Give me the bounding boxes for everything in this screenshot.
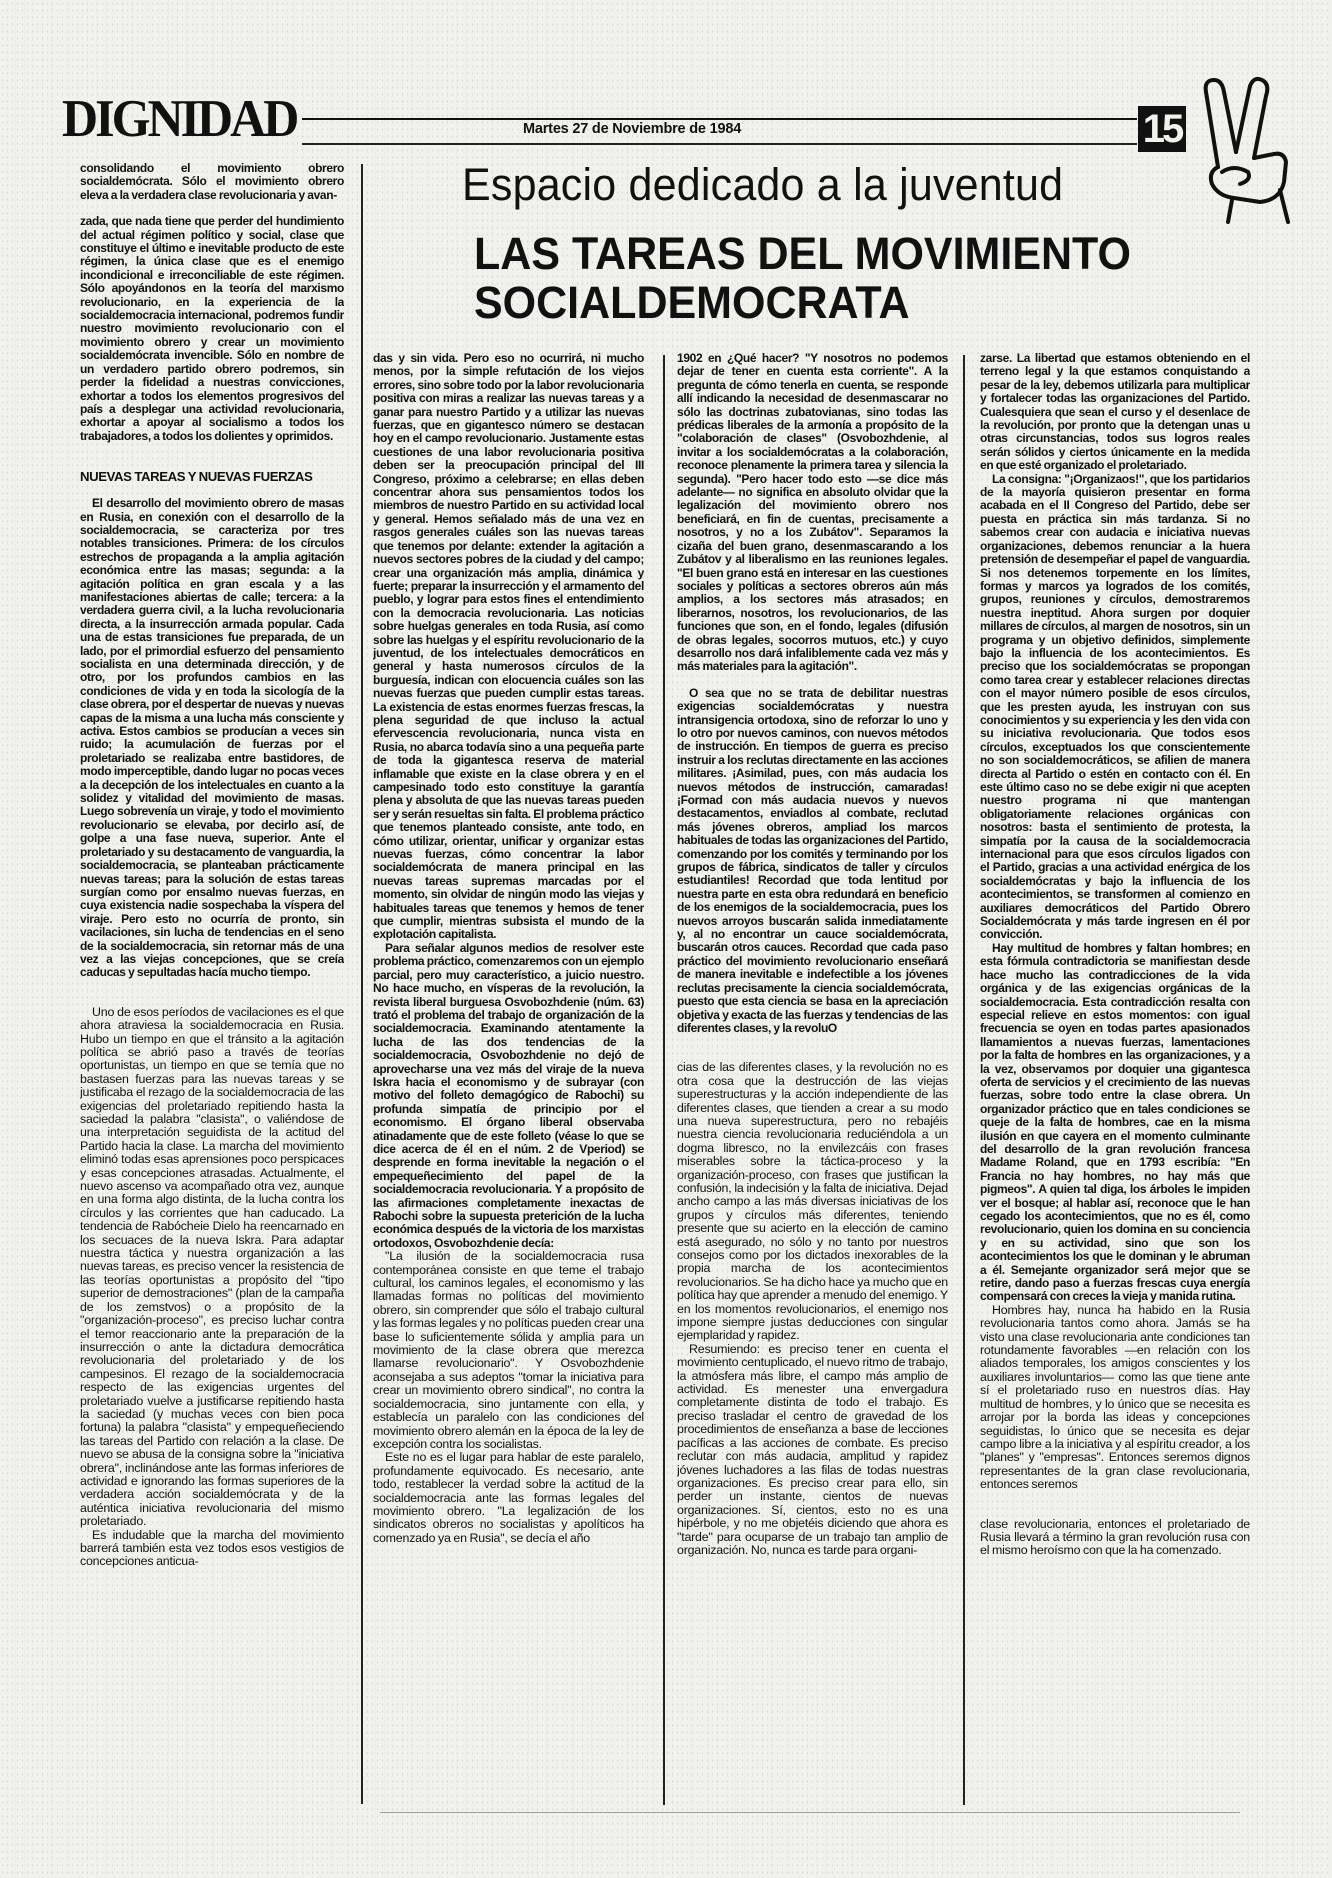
article-column-1	[80, 162, 344, 1807]
paragraph: zada, que nada tiene que perder del hundimiento del actual régimen político y social, clase que constituye el último e inevitable producto de este régimen, la única clase que es el enemigo incondicional e irreconciliable de este régimen. Sólo apoyándonos en la teoría del marxismo revolucionario, en la experiencia de la socialdemocracia internacional, podremos fundir nuestro movimiento revolucionario con el movimiento obrero y crear un movimiento socialdemócrata invencible. Sólo en nombre de un verdadero partido obrero podremos, sin perder la fidelidad a nuestras convicciones, exhortar a todos los elementos progresivos del país a desplegar una actividad revolucionaria, exhortar a apoyar al socialismo a todos los trabajadores, a todos los dolientes y oprimidos.	[80, 214, 344, 443]
paragraph: O sea que no se trata de debilitar nuestras exigencias socialdemócratas y nuestra intransigencia ortodoxa, sino de reforzar lo uno y lo otro por nuevos caminos, con nuevos métodos de instrucción. En tiempos de guerra es preciso instruir a los reclutas directamente en las acciones militares. ¡Asimilad, pues, con más audacia los nuevos métodos de instrucción, camaradas! ¡Formad con más audacia nuevos y nuevos destacamentos, enviadlos al combate, reclutad más jóvenes obreros, ampliad los marcos habituales de todas las organizaciones del Partido, comenzando por los comités y terminando por los grupos de fábrica, sindicatos de taller y círculos estudiantiles! Recordad que toda lentitud por nuestra parte en esta obra redundará en beneficio de los enemigos de la socialdemocracia, pues los nuevos arroyos buscarán salida inmediatamente y, al no encontrar un cauce socialdemócrata, buscarán otros cauces. Recordad que cada paso práctico del movimiento revolucionario enseñará de manera inevitable e indefectible a los jóvenes reclutas precisamente la ciencia socialdemócrata, puesto que esta ciencia se basa en la apreciación objetiva y exacta de las fuerzas y tendencias de las diferentes clases, y la revoluO	[677, 685, 948, 1035]
paragraph: El desarrollo del movimiento obrero de masas en Rusia, en conexión con el desarrollo de la socialdemocracia, se caracteriza por tres notables transiciones. Primera: de los círculos estrechos de propaganda a la amplia agitación económica entre las masas; segunda: a la agitación política en gran escala y a las manifestaciones abiertas de calle; tercera: a la verdadera guerra civil, a la lucha revolucionaria directa, a la insurrección armada popular. Cada una de estas transiciones fue preparada, de un lado, por el primordial esfuerzo del pensamiento socialista en una determinada dirección, y de otro, por los profundos cambios en las condiciones de vida y en toda la sicología de la clase obrera, por el despertar de nuevas y nuevas capas de la misma a una lucha más consciente y activa. Estos cambios se producían a veces sin ruido; la acumulación de fuerzas por el proletariado se realizaba entre bastidores, de modo imperceptible, dando lugar no pocas veces a la decepción de los intelectuales en cuanto a la solidez y vitalidad del movimiento de masas. Luego sobrevenía un viraje, y todo el movimiento revolucionario se elevaba, por decirlo así, de golpe a una fase nueva, superior. Ante el proletariado y su destacamento de vanguardia, la socialdemocracia, se planteaban prácticamente nuevas tareas; para la solución de estas tareas surgían como por ensalmo nuevas fuerzas, en cuya existencia nadie sospechaba la víspera del viraje. Pero esto no ocurría de pronto, sin vacilaciones, sin lucha de tendencias en el seno de la socialdemocracia, sin retornar más de una vez a las viejas concepciones, que se creía caducas y sepultadas hacía mucho tiempo.	[80, 496, 344, 980]
article-title-line-1: LAS TAREAS DEL MOVIMIENTO	[474, 228, 1131, 280]
paragraph: Hay multitud de hombres y faltan hombres; en esta fórmula contradictoria se manifiestan desde hace mucho las contradicciones de la vida orgánica y de las exigencias orgánicas de la socialdemocracia. Esta contradicción resalta con especial relieve en estos momentos: con igual frecuencia se oyen en todas partes apasionados llamamientos a nuevas fuerzas, lamentaciones por la falta de hombres en las organizaciones, y a la vez, observamos por doquier una gigantesca oferta de servicios y el crecimiento de las nuevas fuerzas, sobre todo entre la clase obrera. Un organizador práctico que en tales condiciones se queje de la falta de hombres, cae en la misma ilusión en que cayera en el momento culminante del desarrollo de la gran revolución francesa Madame Roland, que en 1793 escribía: "En Francia no hay hombres, no hay más que pigmeos". A quien tal diga, los árboles le impiden ver el bosque; al hablar así, reconoce que le han cegado los acontecimientos, que no es él, como revolucionario, quien los domina en su conciencia y en su actividad, sino que son los acontecimientos los que le dominan y le abruman a él. Semejante organizador será mejor que se retire, dando paso a fuerzas frescas cuya energía compensará con creces la vieja y manida rutina.	[980, 940, 1250, 1304]
column-rule	[361, 164, 363, 1804]
article-column-2	[373, 352, 644, 1807]
column-rule	[963, 355, 965, 1805]
section-heading: NUEVAS TAREAS Y NUEVAS FUERZAS	[80, 469, 313, 485]
victory-hand-icon	[1188, 72, 1308, 224]
paragraph: cias de las diferentes clases, y la revolución no es otra cosa que la destrucción de las viejas superestructuras y la acción independiente de las diferentes clases, que tienden a crear a su modo una nueva superestructura, pero no rebajéis nuestra ciencia revolucionaria reduciéndola a un dogma libresco, no la envilezcáis con frases miserables sobre la táctica-proceso y la organización-proceso, con frases que justifican la confusión, la indecisión y la falta de iniciativa. Dejad ancho campo a las más diversas iniciativas de los grupos y círculos más diferentes, teniendo presente que su acierto en la elección de camino está asegurado, no sólo y no tanto por nuestros consejos como por los dictados inexorables de la propia marcha de los acontecimientos revolucionarios. Se ha dicho hace ya mucho que en política hay que aprender a menudo del enemigo. Y en los momentos revolucionarios, el enemigo nos impone siempre justas deducciones con singular ejemplaridad y rapidez.	[677, 1060, 948, 1343]
paragraph: La consigna: "¡Organizaos!", que los partidarios de la mayoría quisieron presentar en forma acabada en el II Congreso del Partido, debe ser puesta en práctica sin más tardanza. Si no sabemos crear con audacia e iniciativa nuevas organizaciones, debemos renunciar a la huera pretensión de desempeñar el papel de vanguardia. Si nos detenemos torpemente en los límites, formas y marcos ya logrados de los comités, grupos, reuniones y círculos, demostraremos nuestra ineptitud. Ahora surgen por doquier millares de círculos, al margen de nosotros, sin un programa y un objetivo definidos, simplemente bajo la influencia de los acontecimientos. Es preciso que los socialdemócratas se propongan como tarea crear y establecer relaciones directas con el mayor número posible de esos círculos, que les presten ayuda, les instruyan con sus conocimientos y su experiencia y les den vida con su iniciativa revolucionaria. Que todos esos círculos, exceptuados los que conscientemente no son socialdemocráticos, se afilien de manera directa al Partido o estén en contacto con él. En este último caso no se debe exigir ni que acepten nuestro programa ni que mantengan obligatoriamente relaciones orgánicas con nosotros: basta el sentimiento de protesta, la simpatía por la causa de la socialdemocracia internacional para que esos círculos ligados con el Partido, gracias a una actividad enérgica de los socialdemócratas y bajo la influencia de los acontecimientos, se transformen al comienzo en auxiliares democráticos del Partido Obrero Socialdemócrata y más tarde ingresen en él por convicción.	[980, 471, 1250, 942]
article-title-line-2: SOCIALDEMOCRATA	[474, 277, 910, 329]
paragraph: 1902 en ¿Qué hacer? "Y nosotros no podemos dejar de tener en cuenta esta corriente". A la pregunta de cómo tenerla en cuenta, se responde allí indicando la necesidad de desenmascarar no sólo las doctrinas zubatovianas, sino todas las prédicas liberales de la armonía a propósito de la "colaboración de clases" (Osvobozhdenie, al invitar a los socialdemócratas a la colaboración, reconoce plenamente la primera tarea y silencia la segunda). "Pero hacer todo esto —se dice más adelante— no significa en absoluto olvidar que la legalización del movimiento obrero nos beneficiará, en fin de cuentas, precisamente a nosotros, y no a los Zubátov". Separamos la cizaña del buen grano, desenmascarando a los Zubátov y al liberalismo en las reuniones legales. "El buen grano está en interesar en las cuestiones sociales y políticas a sectores obreros aún más amplios, a los sectores más atrasados; en liberarnos, nosotros, los revolucionarios, de las funciones que son, en el fondo, legales (difusión de obras legales, socorros mutuos, etc.) y cuyo desarrollo nos dará infaliblemente cada vez más y más materiales para la agitación".	[677, 352, 948, 674]
issue-date: Martes 27 de Noviembre de 1984	[523, 121, 742, 137]
page-bottom-rule	[380, 1812, 1240, 1813]
paragraph: "La ilusión de la socialdemocracia rusa contemporánea consiste en que teme el trabajo cultural, los caminos legales, el economismo y las llamadas formas no políticas del movimiento obrero, sin comprender que sólo el trabajo cultural y las formas legales y no políticas pueden crear una base lo suficientemente sólida y amplia para un movimiento de la clase obrera que merezca llamarse revolucionario". Y Osvobozhdenie aconsejaba a sus adeptos "tomar la iniciativa para crear un movimiento obrero sindical", no contra la socialdemocracia, sino juntamente con ella, y establecía un paralelo con las condiciones del movimiento obrero alemán en la época de la ley de excepción contra los socialistas.	[373, 1249, 644, 1451]
paragraph: Este no es el lugar para hablar de este paralelo, profundamente equivocado. Es necesario, ante todo, restablecer la verdad sobre la actitud de la socialdemocracia ante las formas legales del movimiento obrero. "La legalización de los sindicatos obreros no socialistas y apolíticos ha comenzado ya en Rusia", se decía el año	[373, 1450, 644, 1545]
paragraph: Para señalar algunos medios de resolver este problema práctico, comenzaremos con un ejemplo parcial, pero muy característico, a juicio nuestro. No hace mucho, en vísperas de la revolución, la revista liberal burguesa Osvobozhdenie (núm. 63) trató el problema del trabajo de organización de la socialdemocracia. Examinando atentamente la lucha de las dos tendencias de la socialdemocracia, Osvobozhdenie no dejó de aprovecharse una vez más del viraje de la nueva Iskra hacia el economismo y de subrayar (con motivo del folleto demagógico de Rabochi) su profunda simpatía de principio por el economismo. El órgano liberal observaba atinadamente que de este folleto (véase lo que se dice acerca de él en el núm. 2 de Vperiod) se desprende en forma inevitable la negación o el empequeñecimiento del papel de la socialdemocracia revolucionaria. Y a propósito de las afirmaciones completamente inexactas de Rabochi sobre la supuesta preterición de la lucha económica después de la victoria de los marxistas ortodoxos, Osvobozhdenie decía:	[373, 940, 644, 1250]
column-rule	[663, 355, 665, 1805]
paragraph: Es indudable que la marcha del movimiento barrerá también esta vez todos esos vestigios de concepciones anticua-	[80, 1527, 344, 1569]
masthead-rule-bottom	[302, 143, 1137, 145]
paragraph: Resumiendo: es preciso tener en cuenta el movimiento centuplicado, el nuevo ritmo de trabajo, la atmósfera más libre, el campo más amplio de actividad. Es menester una envergadura completamente distinta de todo el trabajo. Es preciso trasladar el centro de gravedad de los procedimientos de enseñanza a base de lecciones pacíficas a las acciones de combate. Es preciso reclutar con más audacia, amplitud y rapidez jóvenes luchadores a las filas de todas nuestras organizaciones. Es preciso crear para ello, sin perder un instante, cientos de nuevas organizaciones. Sí, cientos, esto no es una hipérbole, y no me objetéis diciendo que ahora es "tarde" para ocuparse de un trabajo tan amplio de organización. No, nunca es tarde para organi-	[677, 1341, 948, 1557]
article-column-4	[980, 352, 1250, 1807]
paragraph: das y sin vida. Pero eso no ocurrirá, ni mucho menos, por la simple refutación de los viejos errores, sino sobre todo por la labor revolucionaria positiva con miras a realizar las nuevas tareas y a ganar para nuestro Partido y a utilizar las nuevas fuerzas, que en gigantesco número se destacan hoy en el campo revolucionario. Justamente estas cuestiones de una labor revolucionaria positiva deben ser la preocupación principal del III Congreso, próximo a celebrarse; en ellas deben concentrar ahora sus pensamientos todos los miembros de nuestro Partido en su actividad local y general. Hemos señalado más de una vez en rasgos generales cuáles son las nuevas tareas que tenemos por delante: extender la agitación a nuevos sectores pobres de la ciudad y del campo; crear una organización más amplia, dinámica y fuerte; preparar la insurrección y el armamento del pueblo, y lograr para estos fines el entendimiento con la democracia revolucionaria. Las noticias sobre huelgas generales en toda Rusia, así como sobre las huelgas y el espíritu revolucionario de la juventud, de los intelectuales democráticos en general y hasta numerosos círculos de la burguesía, indican con elocuencia cuáles son las nuevas fuerzas que pueden cumplir estas tareas. La existencia de estas enormes fuerzas frescas, la plena seguridad de que incluso la actual efervescencia revolucionaria, nunca vista en Rusia, no abarca todavía sino a una pequeña parte de toda la gigantesca reserva de material inflamable que existe en la clase obrera y en el campesinado todo esto constituye la garantía plena y absoluta de que las nuevas tareas pueden ser y serán resueltas sin falta. El problema práctico que tenemos planteado consiste, ante todo, en cómo utilizar, orientar, unificar y organizar estas nuevas fuerzas, cómo concentrar la labor socialdemócrata de manera principal en las nuevas tareas supremas marcadas por el momento, sin olvidar de ningún modo las viejas y habituales tareas que tenemos y hemos de tener que cumplir, mientras subsista el mundo de la explotación capitalista.	[373, 352, 644, 942]
paragraph: Uno de esos períodos de vacilaciones es el que ahora atraviesa la socialdemocracia en Rusia. Hubo un tiempo en que el tránsito a la agitación política se abrió paso a través de teorías oportunistas, un tiempo en que se temía que no bastasen fuerzas para las nuevas tareas y se justificaba el rezago de la socialdemocracia de las exigencias del proletariado repitiendo hasta la saciedad la palabra "clasista", o valiéndose de una interpretación seguidista de la actitud del Partido hacia la clase. La marcha del movimiento eliminó todas esas aprensiones poco perspicaces y esas concepciones atrasadas. Actualmente, el nuevo ascenso va acompañado otra vez, aunque en una forma algo distinta, de la lucha contra los círculos y las corrientes que han caducado. La tendencia de Rabócheie Dielo ha reencarnado en los secuaces de la nueva Iskra. Para adaptar nuestra táctica y nuestra organización a las nuevas tareas, es preciso vencer la resistencia de las teorías oportunistas a propósito del "tipo superior de demostraciones" (plan de la campaña de los zemstvos) o a propósito de la "organización-proceso", es preciso luchar contra el temor reaccionario ante la preparación de la insurrección o ante la dictadura democrática revolucionaria del proletariado y de los campesinos. El rezago de la socialdemocracia respecto de las exigencias urgentes del proletariado vuelve a justificarse repitiendo hasta la saciedad (y muchas veces con bien poca fortuna) la palabra "clasista" y empequeñeciendo las tareas del Partido con relación a la clase. De nuevo se abusa de la consigna sobre la "iniciativa obrera", inclinándose ante las formas inferiores de actividad e ignorando las formas superiores de la verdadera acción socialdemócrata y de la auténtica iniciativa revolucionaria del mismo proletariado.	[80, 1004, 344, 1529]
page-number: 15	[1138, 106, 1186, 152]
article-column-3	[677, 352, 948, 1807]
section-kicker: Espacio dedicado a la juventud	[462, 160, 1064, 211]
newspaper-logo: DIGNIDAD	[62, 88, 297, 148]
paragraph: clase revolucionaria, entonces el proletariado de Rusia llevará a término la gran revolución rusa con el mismo heroísmo con que la ha comenzado.	[980, 1516, 1250, 1558]
paragraph: Hombres hay, nunca ha habido en la Rusia revolucionaria tantos como ahora. Jamás se ha visto una clase revolucionaria ante condiciones tan rotundamente favorables —en relación con los aliados temporales, los amigos conscientes y los auxiliares involuntarios— como las que tiene ante sí el proletariado ruso en nuestros días. Hay multitud de hombres, y lo único que se necesita es arrojar por la borda las ideas y concepciones seguidistas, lo único que se necesita es dejar campo libre a la iniciativa y al espíritu creador, a los "planes" y "empresas". Entonces seremos dignos representantes de la gran clase revolucionaria, entonces seremos	[980, 1302, 1250, 1492]
paragraph: consolidando el movimiento obrero socialdemócrata. Sólo el movimiento obrero eleva a la verdadera clase revolucionaria y avan-	[80, 162, 344, 202]
paragraph: zarse. La libertad que estamos obteniendo en el terreno legal y la que estamos conquistando a pesar de la ley, debemos utilizarla para multiplicar y fortalecer todas las organizaciones del Partido. Cualesquiera que sean el curso y el desenlace de la revolución, por pronto que la detengan unas u otras circunstancias, todos sus logros reales serán sólidos y ciertos únicamente en la medida en que esté organizado el proletariado.	[980, 352, 1250, 473]
